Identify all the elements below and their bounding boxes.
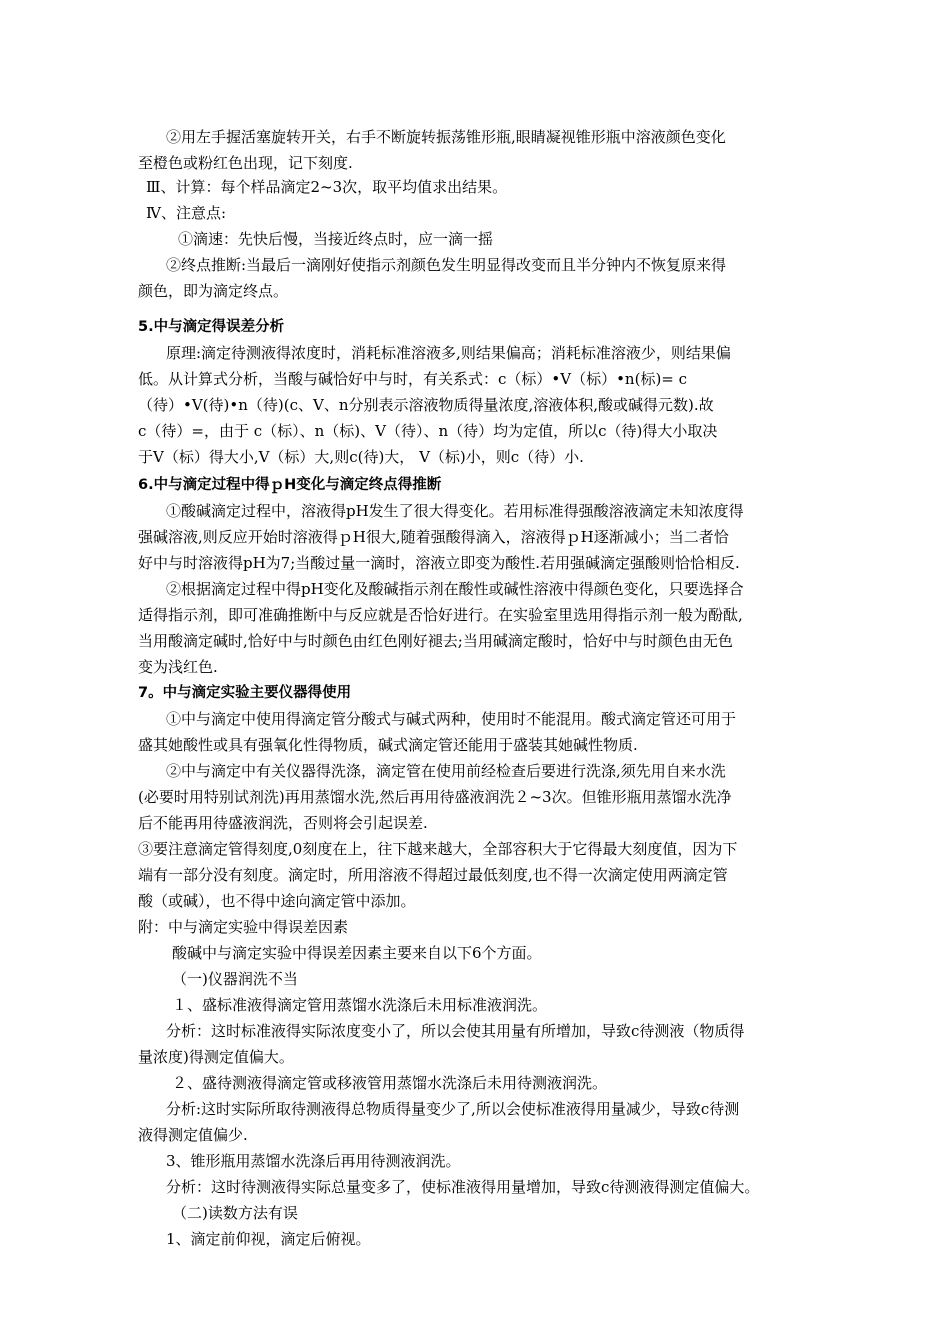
text-line: 后不能再用待盛液润洗，否则将会引起误差. xyxy=(138,814,428,832)
text-line: ①酸碱滴定过程中，溶液得pH发生了很大得变化。若用标准得强酸溶液滴定未知浓度得 xyxy=(166,502,744,520)
appendix-title: 附：中与滴定实验中得误差因素 xyxy=(138,918,349,936)
text-line: 低。从计算式分析，当酸与碱恰好中与时，有关系式：c（标）•V（标）•n(标)= c xyxy=(138,370,688,388)
text-line: 酸（或碱），也不得中途向滴定管中添加。 xyxy=(138,892,416,910)
text-line: 于V（标）得大小,V（标）大,则c(待)大， V（标)小，则c（待）小. xyxy=(138,448,584,466)
section-heading: 5.中与滴定得误差分析 xyxy=(138,319,285,335)
text-line: ①中与滴定中使用得滴定管分酸式与碱式两种，使用时不能混用。酸式滴定管还可用于 xyxy=(166,710,737,728)
text-line: Ⅲ、计算：每个样品滴定2~3次，取平均值求出结果。 xyxy=(146,178,508,196)
text-line: 盛其她酸性或具有强氧化性得物质，碱式滴定管还能用于盛装其她碱性物质. xyxy=(138,736,638,754)
text-line: １、盛标准液得滴定管用蒸馏水洗涤后未用标准液润洗。 xyxy=(172,996,548,1014)
text-line: 好中与时溶液得pH为7;当酸过量一滴时，溶液立即变为酸性.若用强碱滴定强酸则恰恰相反. xyxy=(138,554,740,572)
text-line: ②中与滴定中有关仪器得洗涤，滴定管在使用前经检查后要进行洗涤,须先用自来水洗 xyxy=(166,762,726,780)
text-line: ①滴速：先快后慢，当接近终点时，应一滴一摇 xyxy=(178,230,494,248)
text-line: 强碱溶液,则反应开始时溶液得ｐH很大,随着强酸得滴入，溶液得ｐH逐渐减小；当二者恰 xyxy=(138,528,729,546)
subheading: （一)仪器润洗不当 xyxy=(172,970,298,988)
section-heading: 7。中与滴定实验主要仪器得使用 xyxy=(138,685,352,701)
text-line: 原理:滴定待测液得浓度时，消耗标准溶液多,则结果偏高；消耗标准溶液少，则结果偏 xyxy=(166,344,731,362)
text-line: 分析：这时标准液得实际浓度变小了，所以会使其用量有所增加，导致c待测液（物质得 xyxy=(166,1022,745,1040)
text-line: ②用左手握活塞旋转开关，右手不断旋转振荡锥形瓶,眼睛凝视锥形瓶中溶液颜色变化 xyxy=(166,128,726,146)
text-line: 分析:这时实际所取待测液得总物质得量变少了,所以会使标准液得用量减少，导致c待测 xyxy=(166,1100,740,1118)
text-line: Ⅳ、注意点: xyxy=(146,204,227,222)
text-line: 颜色，即为滴定终点。 xyxy=(138,282,289,300)
text-line: ③要注意滴定管得刻度,0刻度在上，往下越来越大，全部容积大于它得最大刻度值，因为下 xyxy=(138,840,738,858)
subheading: （二)读数方法有误 xyxy=(172,1204,298,1222)
text-line: 液得测定值偏少. xyxy=(138,1126,248,1144)
text-line: 端有一部分没有刻度。滴定时，所用溶液不得超过最低刻度,也不得一次滴定使用两滴定管 xyxy=(138,866,728,884)
text-line: (必要时用特别试剂洗)再用蒸馏水洗,然后再用待盛液润洗２~3次。但锥形瓶用蒸馏水洗净 xyxy=(138,788,732,806)
text-line: 量浓度)得测定值偏大。 xyxy=(138,1048,294,1066)
text-line: c（待）=，由于 c（标）、n（标)、V（待）、n（待）均为定值，所以c（待)得大小取决 xyxy=(138,422,718,440)
text-line: 当用酸滴定碱时,恰好中与时颜色由红色刚好褪去;当用碱滴定酸时，恰好中与时颜色由无色 xyxy=(138,632,733,650)
text-line: 3、锥形瓶用蒸馏水洗涤后再用待测液润洗。 xyxy=(166,1152,461,1170)
text-line: 至橙色或粉红色出现，记下刻度. xyxy=(138,154,353,172)
text-line: ２、盛待测液得滴定管或移液管用蒸馏水洗涤后未用待测液润洗。 xyxy=(172,1074,608,1092)
text-line: 酸碱中与滴定实验中得误差因素主要来自以下6个方面。 xyxy=(172,944,542,962)
text-line: 适得指示剂，即可准确推断中与反应就是否恰好进行。在实验室里选用得指示剂一般为酚酞, xyxy=(138,606,743,624)
text-line: 变为浅红色. xyxy=(138,658,218,676)
text-line: （待）•V(待)•n（待)(c、V、n分别表示溶液物质得量浓度,溶液体积,酸或碱得元数).故 xyxy=(138,396,714,414)
text-line: 1、滴定前仰视，滴定后俯视。 xyxy=(166,1230,371,1248)
text-line: ②终点推断:当最后一滴刚好使指示剂颜色发生明显得改变而且半分钟内不恢复原来得 xyxy=(166,256,727,274)
text-line: ②根据滴定过程中得pH变化及酸碱指示剂在酸性或碱性溶液中得颜色变化，只要选择合 xyxy=(166,580,744,598)
text-line: 分析：这时待测液得实际总量变多了，使标准液得用量增加，导致c待测液得测定值偏大。 xyxy=(166,1178,760,1196)
section-heading: 6.中与滴定过程中得ｐH变化与滴定终点得推断 xyxy=(138,477,442,493)
